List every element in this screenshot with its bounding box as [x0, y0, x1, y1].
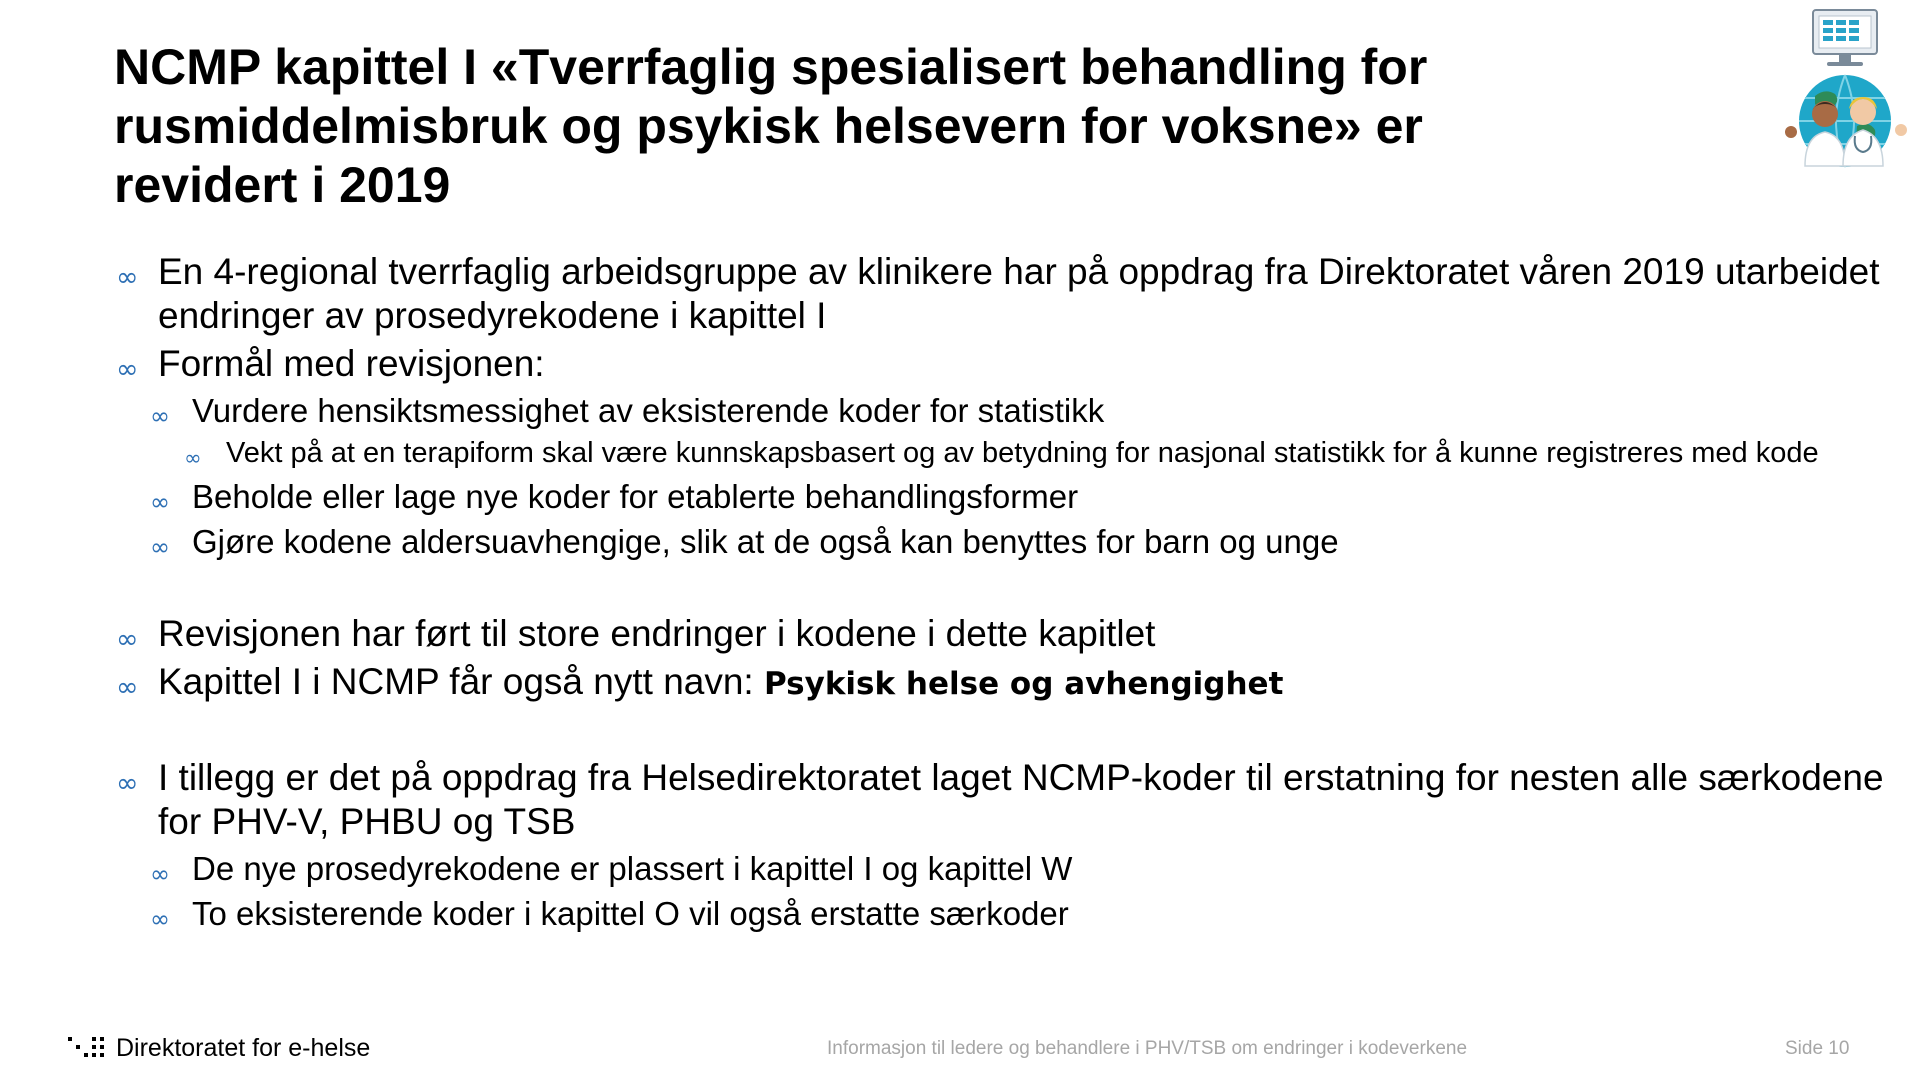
bullet-tillegg	[116, 756, 1906, 844]
slide-title-line-2: rusmiddelmisbruk og psykisk helsevern for voksne» er	[114, 98, 1423, 154]
slide-title	[114, 38, 1574, 215]
bullet-text: Gjøre kodene aldersuavhengige, slik at de også kan benyttes for barn og unge	[192, 523, 1339, 560]
spacer	[116, 566, 1906, 612]
bullet-nye-prosedyrekoder	[150, 848, 1906, 890]
bullet-text: Vurdere hensiktsmessighet av eksisterende koder for statistikk	[192, 392, 1105, 429]
bullet-text: Vekt på at en terapiform skal være kunnskapsbasert og av betydning for nasjonal statistikk for å kunne registreres med kode	[226, 437, 1819, 469]
bullet-marker-icon: ∞	[116, 262, 139, 293]
logo-text: Direktoratet for e-helse	[116, 1033, 371, 1062]
slide-title-line-1: NCMP kapittel I «Tverrfaglig spesialisert behandling for	[114, 39, 1428, 95]
bullet-revisjonen	[116, 612, 1906, 656]
bullet-kapittel-o	[150, 893, 1906, 935]
bullet-marker-icon: ∞	[150, 402, 170, 430]
footer-logo	[68, 1033, 370, 1063]
bullet-formal	[116, 342, 1906, 386]
bullet-beholde	[150, 476, 1906, 518]
bullet-nytt-navn	[116, 660, 1906, 706]
bullet-text: Beholde eller lage nye koder for etablerte behandlingsformer	[192, 478, 1079, 515]
doctors-globe-computer-icon	[1775, 6, 1915, 171]
bullet-arbeidsgruppe	[116, 250, 1906, 338]
bullet-marker-icon: ∞	[116, 354, 139, 385]
bullet-marker-icon: ∞	[184, 446, 202, 470]
bullet-marker-icon: ∞	[150, 533, 170, 561]
footer-info-text: Informasjon til ledere og behandlere i PHV/TSB om endringer i kodeverkene	[827, 1038, 1468, 1059]
logo-dots-icon	[68, 1033, 108, 1063]
slide-body	[116, 250, 1906, 938]
bullet-marker-icon: ∞	[116, 768, 139, 799]
bullet-text: I tillegg er det på oppdrag fra Helsedirektoratet laget NCMP-koder til erstatning for nesten alle særkodene for PHV-V, PHBU og TSB	[158, 757, 1884, 842]
bullet-text: Kapittel I i NCMP får også nytt navn:	[158, 661, 764, 702]
bullet-marker-icon: ∞	[150, 860, 170, 888]
slide-title-line-3: revidert i 2019	[114, 157, 451, 213]
bullet-text: Formål med revisjonen:	[158, 343, 545, 384]
bullet-marker-icon: ∞	[150, 488, 170, 516]
bullet-text: En 4-regional tverrfaglig arbeidsgruppe av klinikere har på oppdrag fra Direktoratet våren 2019 utarbeidet endringer av prosedyrekodene i kapittel I	[158, 251, 1880, 336]
bullet-aldersuavhengige	[150, 521, 1906, 563]
bullet-vurdere	[150, 390, 1906, 432]
bullet-marker-icon: ∞	[150, 905, 170, 933]
spacer	[116, 710, 1906, 756]
bullet-marker-icon: ∞	[116, 624, 139, 655]
new-chapter-name: Psykisk helse og avhengighet	[763, 666, 1284, 702]
bullet-text: Revisjonen har ført til store endringer i kodene i dette kapitlet	[158, 613, 1156, 654]
bullet-text: De nye prosedyrekodene er plassert i kapittel I og kapittel W	[192, 850, 1073, 887]
bullet-marker-icon: ∞	[116, 672, 139, 703]
page-number: Side 10	[1785, 1038, 1850, 1059]
bullet-vekt	[184, 435, 1906, 472]
bullet-text: To eksisterende koder i kapittel O vil også erstatte særkoder	[192, 895, 1069, 932]
